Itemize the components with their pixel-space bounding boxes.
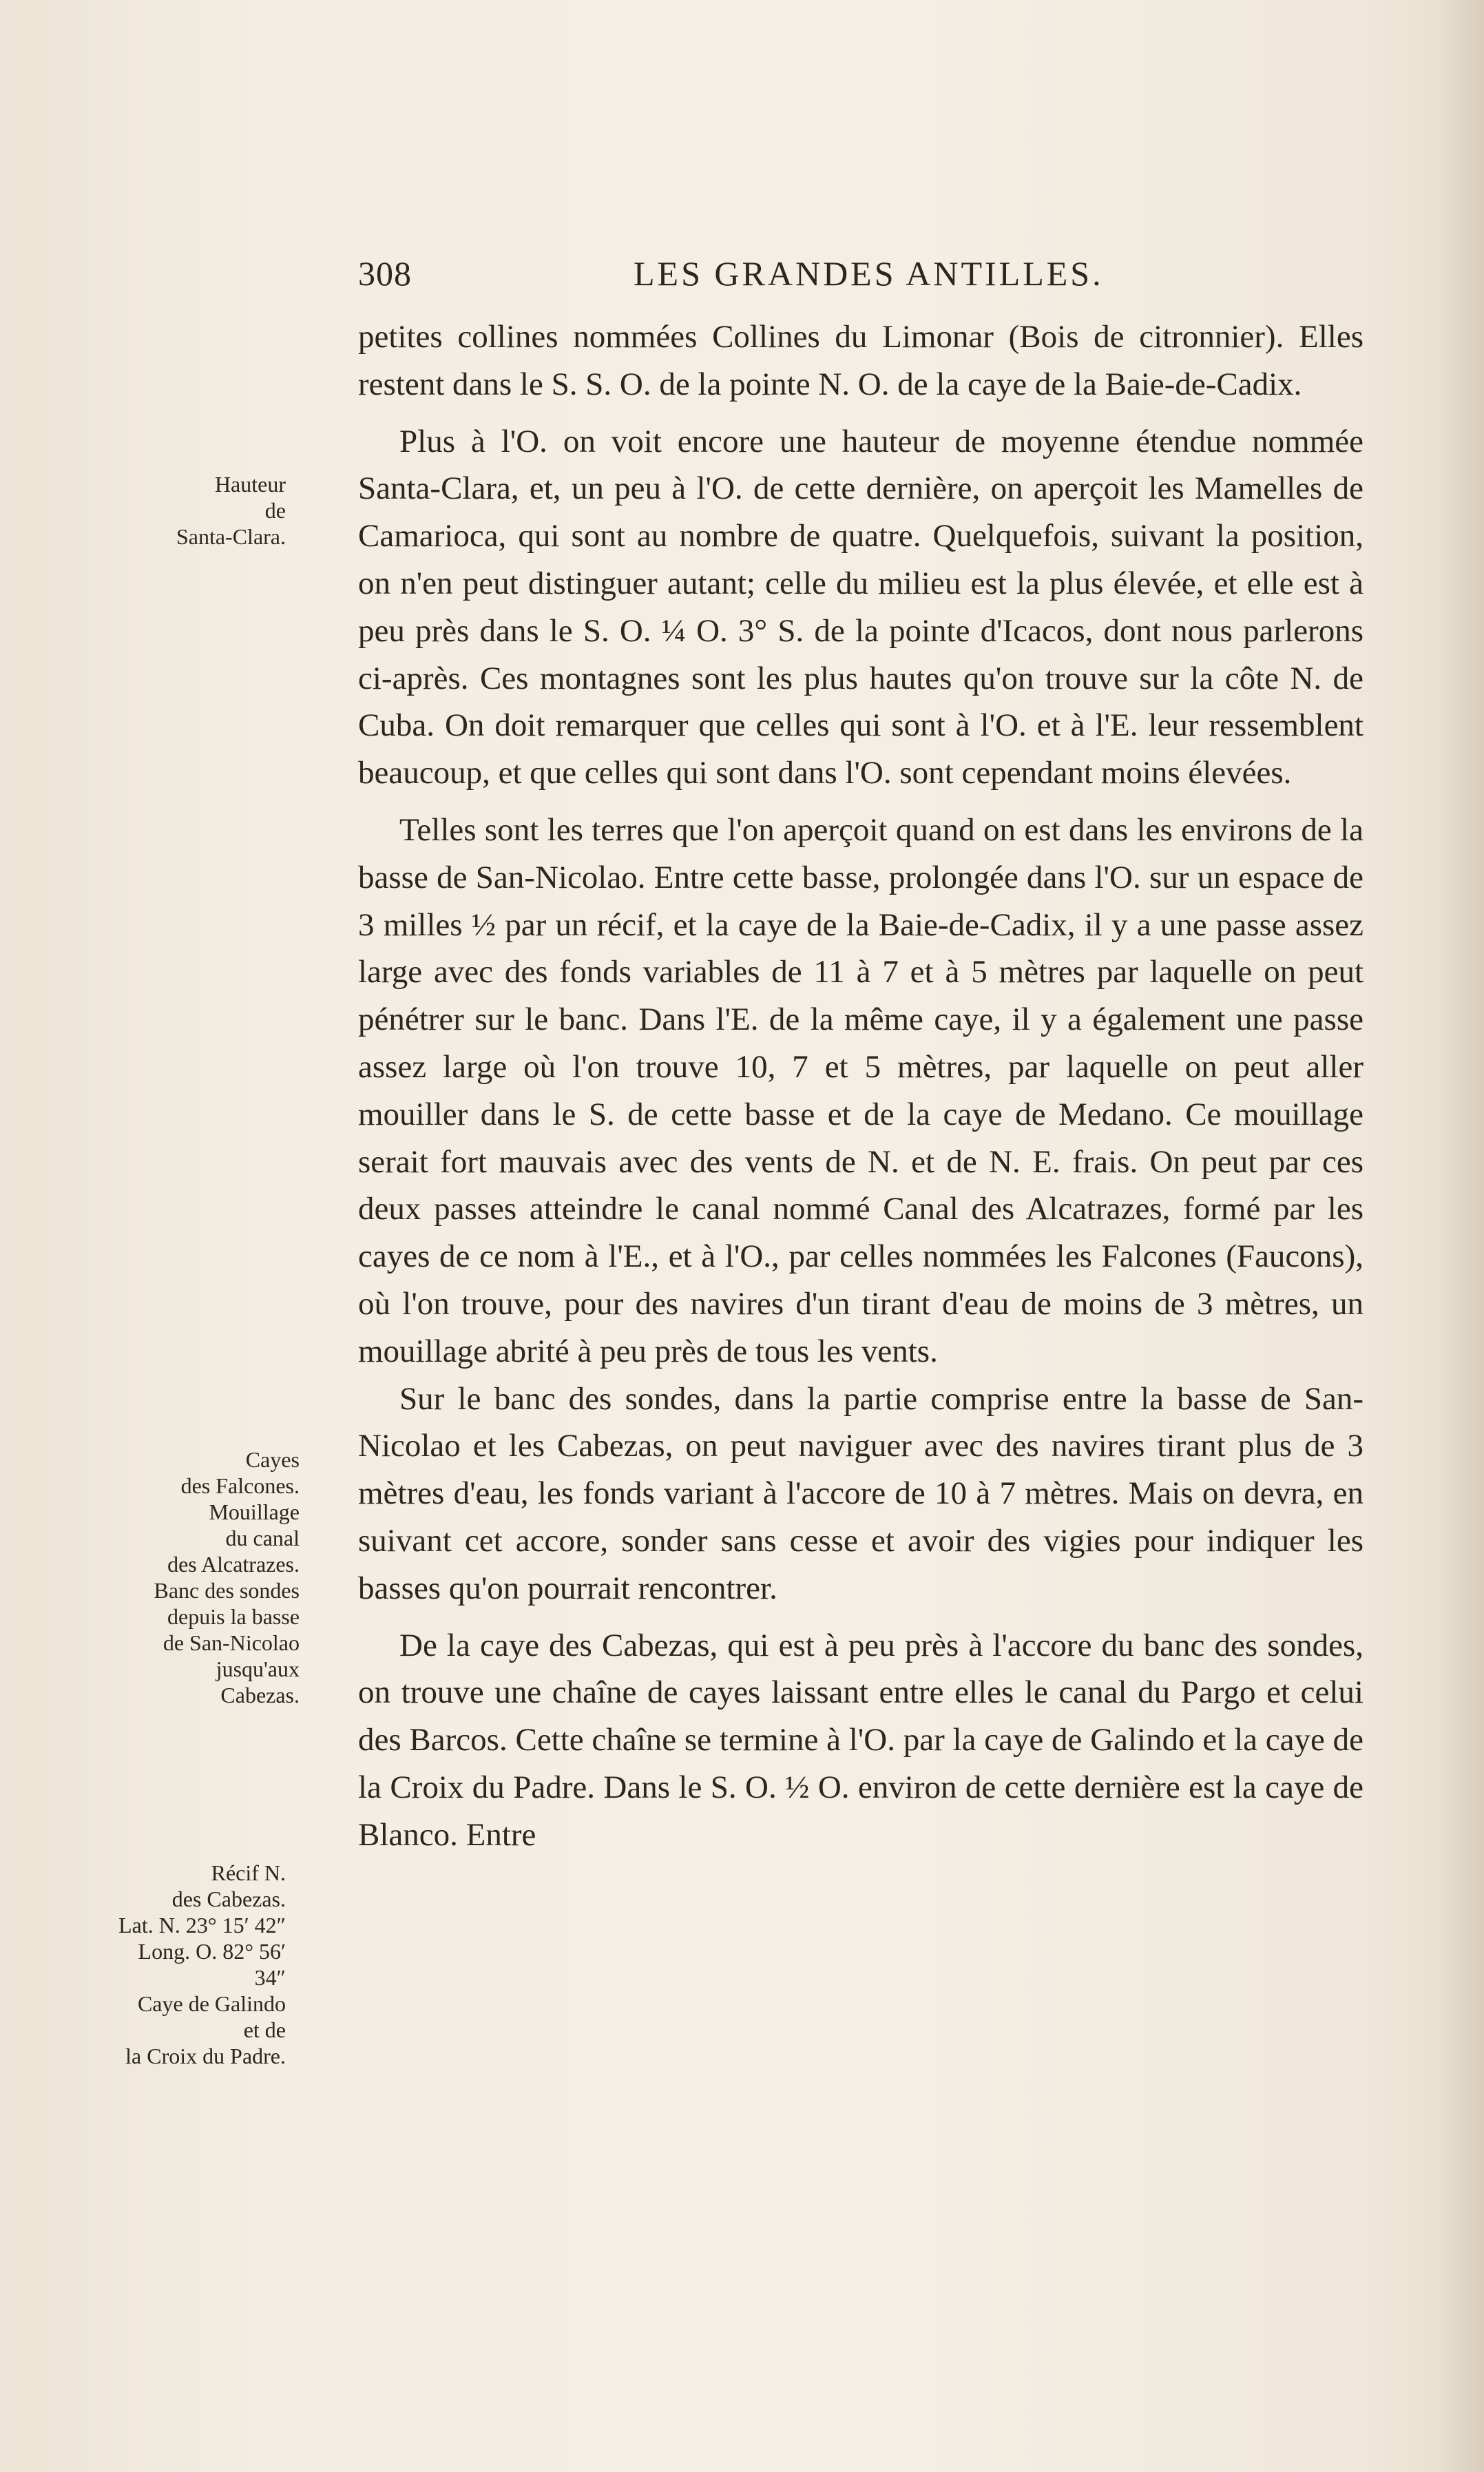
margin-note-line: Long. O. 82° 56′ 34″: [138, 1939, 286, 1990]
paragraph-3: Telles sont les terres que l'on aperçoit quand on est dans les environs de la basse de San-Nicolao. Entre cette basse, prolongée dans l'O. sur un espace de 3 milles ½ par un récif, et la caye de la Baie-de-Cadix, il y a une passe assez large avec des fonds variables de 11 à 7 et à 5 mètres par laquelle on peut pénétrer sur le banc. Dans l'E. de la même caye, il y a également une passe assez large où l'on trouve 10, 7 et 5 mètres, par laquelle on peut aller mouiller dans le S. de cette basse et de la caye de Medano. Ce mouillage serait fort mauvais avec des vents de N. et de N. E. frais. On peut par ces deux passes atteindre le canal nommé Canal des Alcatrazes, formé par les cayes de ce nom à l'E., et à l'O., par celles nommées les Falcones (Faucons), où l'on trouve, pour des navires d'un tirant d'eau de moins de 3 mètres, un mouillage abrité à peu près de tous les vents.: [358, 811, 1363, 1369]
margin-note-recif: [103, 1860, 286, 2069]
body-text: [358, 313, 1363, 1859]
margin-note-line: et de: [243, 2017, 286, 2042]
page-number: 308: [358, 254, 412, 293]
margin-note-line: jusqu'aux: [216, 1656, 300, 1681]
margin-note-line: Récif N.: [211, 1860, 286, 1885]
margin-note-line: Banc des sondes: [154, 1578, 300, 1603]
margin-note-line: Santa-Clara.: [176, 524, 286, 549]
margin-note-line: Cabezas.: [220, 1683, 300, 1707]
margin-note-line: de San-Nicolao: [163, 1630, 300, 1655]
page-edge-shadow: [1436, 0, 1484, 2472]
margin-note-line: Caye de Galindo: [137, 1991, 286, 2016]
paragraph-2: Plus à l'O. on voit encore une hauteur de moyenne étendue nommée Santa-Clara, et, un peu à l'O. de cette dernière, on aperçoit les Mamelles de Camarioca, qui sont au nombre de quatre. Quelquefois, suivant la position, on n'en peut distinguer autant; celle du milieu est la plus élevée, et elle est à peu près dans le S. O. ¼ O. 3° S. de la pointe d'Icacos, dont nous parlerons ci-après. Ces montagnes sont les plus hautes qu'on trouve sur la côte N. de Cuba. On doit remarquer que celles qui sont à l'O. et à l'E. leur ressemblent beaucoup, et que celles qui sont dans l'O. sont cependant moins élevées.: [358, 423, 1363, 791]
running-title: LES GRANDES ANTILLES.: [634, 254, 1104, 293]
paragraph-4: Sur le banc des sondes, dans la partie comprise entre la basse de San-Nicolao et les Cabezas, on peut naviguer avec des navires tirant plus de 3 mètres d'eau, les fonds variant à l'accore de 10 à 7 mètres. Mais on devra, en suivant cet accore, sonder sans cesse et avoir des vigies pour indiquer les basses qu'on pourrait rencontrer.: [358, 1380, 1363, 1606]
paragraph-1: petites collines nommées Collines du Limonar (Bois de citronnier). Elles restent dans le S. S. O. de la pointe N. O. de la caye de la Baie-de-Cadix.: [358, 319, 1363, 402]
margin-note-line: Cayes: [245, 1447, 300, 1472]
margin-note-line: Lat. N. 23° 15′ 42″: [118, 1913, 286, 1938]
margin-note-line: du canal: [225, 1526, 300, 1550]
margin-note-line: la Croix du Padre.: [125, 2044, 286, 2068]
margin-note-line: depuis la basse: [167, 1604, 300, 1629]
paragraph-5: De la caye des Cabezas, qui est à peu près à l'accore du banc des sondes, on trouve une chaîne de cayes laissant entre elles le canal du Pargo et celui des Barcos. Cette chaîne se termine à l'O. par la caye de Galindo et la caye de la Croix du Padre. Dans le S. O. ½ O. environ de cette dernière est la caye de Blanco. Entre: [358, 1627, 1363, 1853]
margin-note-line: Hauteur: [214, 472, 286, 497]
running-head: [358, 253, 1363, 302]
margin-note-cayes: [117, 1446, 300, 1708]
margin-note-line: Mouillage: [209, 1499, 300, 1524]
margin-note-line: de: [264, 498, 286, 523]
margin-note-line: des Falcones.: [180, 1473, 300, 1498]
margin-note-line: des Alcatrazes.: [167, 1552, 300, 1577]
margin-note-hauteur: [103, 471, 286, 550]
margin-note-line: des Cabezas.: [171, 1887, 286, 1911]
